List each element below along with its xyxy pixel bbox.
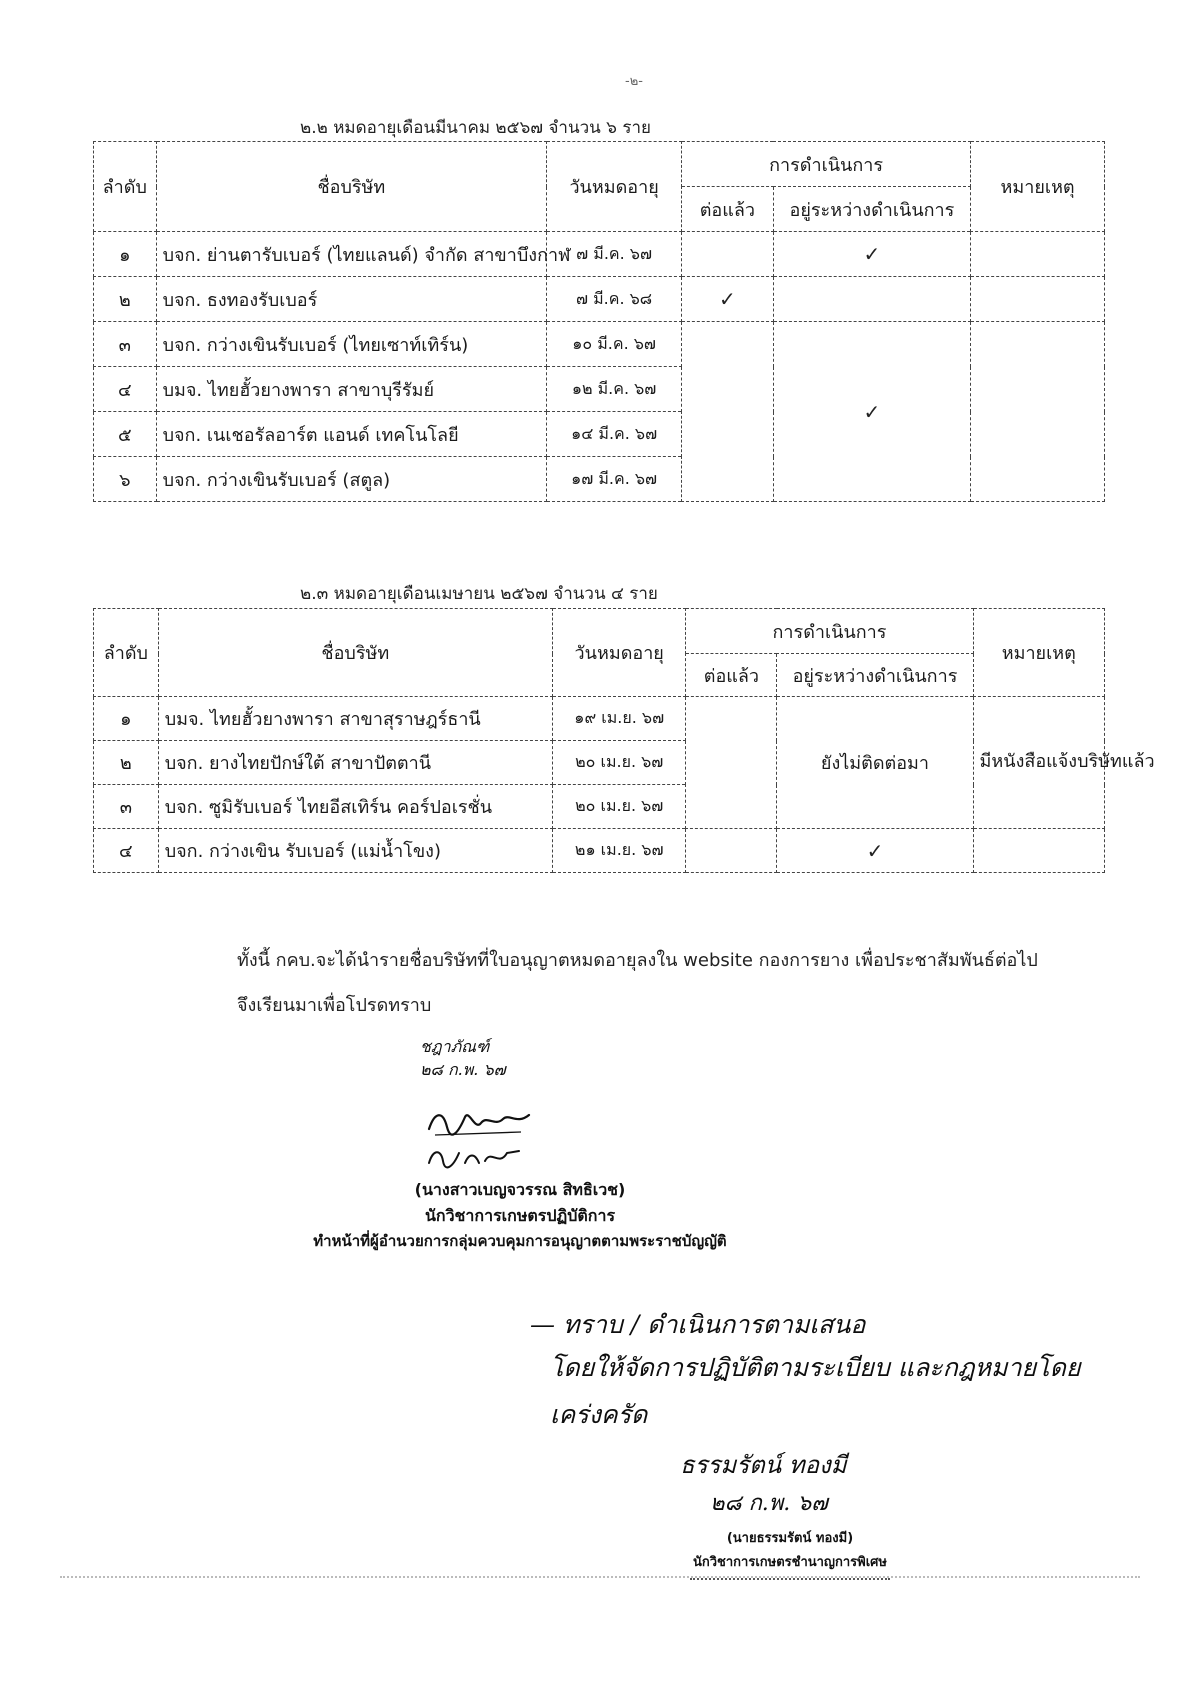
- row-number: ๖: [94, 457, 157, 502]
- row-number: ๔: [94, 829, 159, 873]
- renewed-cell: [682, 232, 774, 277]
- status-merged-cell: ยังไม่ติดต่อมา: [777, 697, 973, 829]
- signer-2-name: (นายธรรมรัตน์ ทองมี): [726, 1531, 854, 1546]
- renewed-cell: [686, 829, 777, 873]
- handwritten-instruction-1: — ทราบ / ดำเนินการตามเสนอ: [530, 1310, 866, 1339]
- check-mark-icon: ✓: [682, 277, 774, 322]
- company-name: บจก. ยางไทยปักษ์ใต้ สาขาปัตตานี: [158, 741, 552, 785]
- company-name: บจก. ซูมิรับเบอร์ ไทยอีสเทิร์น คอร์ปอเรชั่น: [158, 785, 552, 829]
- table-row: [94, 232, 1105, 277]
- check-mark-icon: ✓: [773, 322, 970, 502]
- section-caption-april: ๒.๓ หมดอายุเดือนเมษายน ๒๕๖๗ จำนวน ๔ ราย: [300, 584, 658, 604]
- handwritten-date-2: ๒๘ ก.พ. ๖๗: [710, 1491, 828, 1516]
- header-company: ชื่อบริษัท: [158, 609, 552, 697]
- renewed-merged-cell: [686, 697, 777, 829]
- closing-statement: ทั้งนี้ กคบ.จะได้นำรายชื่อบริษัทที่ใบอนุญาตหมดอายุลงใน website กองการยาง เพื่อประชาสัมพันธ์ต่อไป: [237, 950, 1038, 971]
- handwritten-date: ๒๘ ก.พ. ๖๗: [420, 1060, 506, 1079]
- header-note: หมายเหตุ: [971, 142, 1105, 232]
- signature-date-1-icon: [425, 1143, 525, 1173]
- note-cell: [973, 829, 1104, 873]
- renewed-merged-cell: [682, 322, 774, 502]
- row-number: ๒: [94, 277, 157, 322]
- header-note: หมายเหตุ: [973, 609, 1104, 697]
- header-in-progress: อยู่ระหว่างดำเนินการ: [773, 187, 970, 232]
- expiry-date: ๑๗ มี.ค. ๖๗: [547, 457, 682, 502]
- officer-role: ทำหน้าที่ผู้อำนวยการกลุ่มควบคุมการอนุญาตตามพระราชบัญญัติ: [313, 1232, 727, 1250]
- closing-salutation: จึงเรียนมาเพื่อโปรดทราบ: [237, 995, 432, 1016]
- expiry-date: ๒๑ เม.ย. ๖๗: [552, 829, 685, 873]
- company-name: บจก. กว่างเขินรับเบอร์ (สตูล): [156, 457, 547, 502]
- header-order: ลำดับ: [94, 142, 157, 232]
- page-number: -๒-: [625, 74, 643, 89]
- officer-name: (นางสาวเบญจวรรณ สิทธิเวช): [414, 1180, 626, 1199]
- table-row: [94, 277, 1105, 322]
- row-number: ๒: [94, 741, 159, 785]
- header-in-progress: อยู่ระหว่างดำเนินการ: [777, 654, 973, 697]
- header-expiry: วันหมดอายุ: [547, 142, 682, 232]
- check-mark-icon: ✓: [777, 829, 973, 873]
- officer-position: นักวิชาการเกษตรปฏิบัติการ: [424, 1206, 616, 1225]
- handwritten-instruction-2: โดยให้จัดการปฏิบัติตามระเบียบ และกฎหมายโดย: [550, 1353, 1081, 1382]
- signature-1-icon: [425, 1105, 535, 1139]
- expiry-date: ๑๒ มี.ค. ๖๗: [547, 367, 682, 412]
- company-name: บจก. กว่างเขินรับเบอร์ (ไทยเซาท์เทิร์น): [156, 322, 547, 367]
- handwritten-note-line: ชฎาภัณฑ์: [420, 1037, 490, 1056]
- row-number: ๕: [94, 412, 157, 457]
- header-renewed: ต่อแล้ว: [686, 654, 777, 697]
- expiry-date: ๗ มี.ค. ๖๘: [547, 277, 682, 322]
- in-progress-cell: [773, 277, 970, 322]
- company-name: บจก. ธงทองรับเบอร์: [156, 277, 547, 322]
- table-row: [94, 697, 1105, 741]
- header-action: การดำเนินการ: [682, 142, 971, 187]
- company-name: บมจ. ไทยฮั้วยางพารา สาขาสุราษฎร์ธานี: [158, 697, 552, 741]
- note-merged-cell: [971, 322, 1105, 502]
- company-name: บจก. ย่านตารับเบอร์ (ไทยแลนด์) จำกัด สาขาบึงกาฬ: [156, 232, 547, 277]
- note-cell: [971, 232, 1105, 277]
- signer-2-position: นักวิชาการเกษตรชำนาญการพิเศษ: [692, 1555, 888, 1570]
- expiry-date: ๒๐ เม.ย. ๖๗: [552, 785, 685, 829]
- expiry-date: ๑๙ เม.ย. ๖๗: [552, 697, 685, 741]
- april-expiry-table: [93, 608, 1155, 873]
- march-expiry-table: [93, 141, 1105, 502]
- header-order: ลำดับ: [94, 609, 159, 697]
- company-name: บจก. เนเชอรัลอาร์ต แอนด์ เทคโนโลยี: [156, 412, 547, 457]
- header-expiry: วันหมดอายุ: [552, 609, 685, 697]
- note-merged-cell: มีหนังสือแจ้งบริษัทแล้ว: [973, 697, 1104, 829]
- expiry-date: ๑๐ มี.ค. ๖๗: [547, 322, 682, 367]
- handwritten-signature-2: ธรรมรัตน์ ทองมี: [680, 1451, 847, 1479]
- row-number: ๑: [94, 697, 159, 741]
- table-row: [94, 829, 1105, 873]
- expiry-date: ๑๔ มี.ค. ๖๗: [547, 412, 682, 457]
- row-number: ๑: [94, 232, 157, 277]
- table-row: [94, 322, 1105, 367]
- check-mark-icon: ✓: [773, 232, 970, 277]
- row-number: ๓: [94, 322, 157, 367]
- note-cell: [971, 277, 1105, 322]
- row-number: ๓: [94, 785, 159, 829]
- handwritten-instruction-3: เคร่งครัด: [550, 1400, 648, 1429]
- row-number: ๔: [94, 367, 157, 412]
- company-name: บมจ. ไทยฮั้วยางพารา สาขาบุรีรัมย์: [156, 367, 547, 412]
- expiry-date: ๒๐ เม.ย. ๖๗: [552, 741, 685, 785]
- header-action: การดำเนินการ: [686, 609, 973, 654]
- header-renewed: ต่อแล้ว: [682, 187, 774, 232]
- expiry-date: ๗ มี.ค. ๖๗: [547, 232, 682, 277]
- section-caption-march: ๒.๒ หมดอายุเดือนมีนาคม ๒๕๖๗ จำนวน ๖ ราย: [300, 118, 652, 138]
- header-company: ชื่อบริษัท: [156, 142, 547, 232]
- company-name: บจก. กว่างเขิน รับเบอร์ (แม่น้ำโขง): [158, 829, 552, 873]
- page-bottom-divider: [60, 1576, 1140, 1578]
